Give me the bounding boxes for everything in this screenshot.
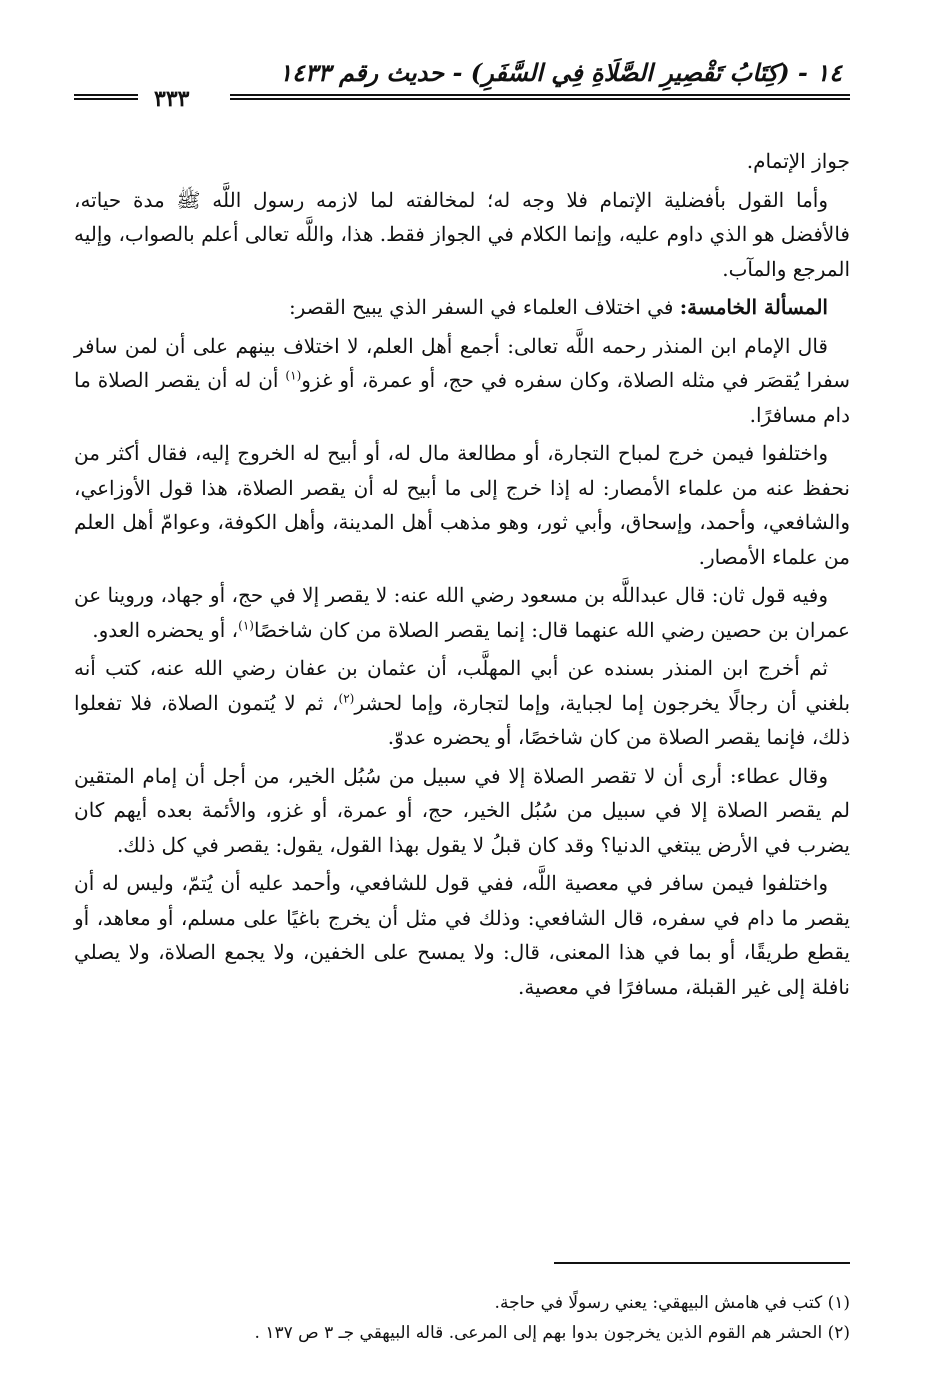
header-title: ١٤ - (كِتَابُ تَقْصِيرِ الصَّلَاةِ فِي السَّفَرِ) - حديث رقم ١٤٣٣ <box>279 58 842 87</box>
paragraph-5: واختلفوا فيمن خرج لمباح التجارة، أو مطالعة مال له، أو أبيح له الخروج إليه، فقال أكثر من نحفظ عنه من علماء الأمصار: له إذا خرج إلى ما أبيح له أن يقصر الصلاة، هذا قول الأوزاعي، والشافعي، وأحمد، وإسحاق، وأبي ثور، وهو مذهب أهل المدينة، وأهل الكوفة، وعوامّ أهل العلم من علماء الأمصار. <box>74 441 850 569</box>
book-page <box>74 48 850 1348</box>
paragraph-6 <box>74 578 850 647</box>
paragraph-9: واختلفوا فيمن سافر في معصية اللَّه، ففي قول للشافعي، وأحمد عليه أن يُتمّ، وليس له أن يقصر ما دام في سفره، قال الشافعي: وذلك في مثل أن يخرج باغيًا على مسلم، أو معاهد، أو يقطع طريقًا، أو بما في هذا المعنى، قال: ولا يمسح على الخفين، ولا يجمع الصلاة، ولا يصلي نافلة إلى غير القبلة، مسافرًا في معصية. <box>74 871 850 999</box>
paragraph-8: وقال عطاء: أرى أن لا تقصر الصلاة إلا في سبيل من سُبُل الخير، من أجل أن إمام المتقين لم يقصر الصلاة إلا في سبيل من سُبُل الخير، حج، أو عمرة، أو غزو، والأئمة بعده أيهم كان يضرب في الأرض يبتغي الدنيا؟ وقد كان قبلُ لا يقول بهذا القول، يقول: يقصر في كل ذلك. <box>74 763 850 857</box>
header-rule-right <box>230 94 850 100</box>
issue-heading-text: في اختلاف العلماء في السفر الذي يبيح القصر: <box>288 295 680 319</box>
header-rule-left <box>74 94 138 100</box>
paragraph-4-part-a: قال الإمام ابن المنذر رحمه اللَّه تعالى: أجمع أهل العلم، لا اختلاف بينهم على أن لمن سافر سفرا يُقصَر في مثله الصلاة، وكان سفره في حج، أو عمرة، أو غزو <box>74 333 850 392</box>
footnotes <box>74 1288 850 1348</box>
issue-heading: المسألة الخامسة: <box>679 295 828 319</box>
paragraph-1: جواز الإتمام. <box>746 149 850 173</box>
footnote-2: (٢) الحشر هم القوم الذين يخرجون بدوا بهم إلى المرعى. قاله البيهقي جـ ٣ ص ١٣٧ . <box>254 1323 850 1343</box>
running-header <box>74 48 850 118</box>
main-text <box>74 144 850 1008</box>
paragraph-6-part-b: ، أو يحضره العدو. <box>92 617 239 642</box>
paragraph-4 <box>74 329 850 433</box>
page-number: ٣٣٣ <box>154 86 190 112</box>
footnote-ref-2: (٢) <box>338 690 355 705</box>
paragraph-4-part-b: أن له أن يقصر الصلاة ما دام مسافرًا. <box>74 368 850 427</box>
paragraph-7-part-a: ثم أخرج ابن المنذر بسنده عن أبي المهلَّب، أن عثمان بن عفان رضي الله عنه، كتب أنه بلغني أن رجالًا يخرجون إما لجباية، وإما لتجارة، وإما لحشر <box>74 656 851 715</box>
footnote-1: (١) كتب في هامش البيهقي: يعني رسولًا في حاجة. <box>494 1293 850 1313</box>
paragraph-6-part-a: وفيه قول ثان: قال عبداللَّه بن مسعود رضي الله عنه: لا يقصر إلا في حج، أو جهاد، وروينا عن عمران بن حصين رضي الله عنهما قال: إنما يقصر الصلاة من كان شاخصًا <box>73 583 850 642</box>
paragraph-7-part-b: ، ثم لا يُتمون الصلاة، فلا تفعلوا ذلك، فإنما يقصر الصلاة من كان شاخصًا، أو يحضره عدوّ. <box>74 690 850 749</box>
paragraph-2: وأما القول بأفضلية الإتمام فلا وجه له؛ لمخالفته لما لازمه رسول اللَّه ﷺ مدة حياته، فالأفضل هو الذي داوم عليه، وإنما الكلام في الجواز فقط. هذا، واللَّه تعالى أعلم بالصواب، وإليه المرجع والمآب. <box>74 187 850 281</box>
footnote-separator <box>554 1262 850 1264</box>
footnote-ref-1: (١) <box>285 368 302 383</box>
paragraph-3 <box>74 290 850 325</box>
footnote-ref-1b: (١) <box>238 617 254 632</box>
paragraph-7 <box>74 651 850 755</box>
